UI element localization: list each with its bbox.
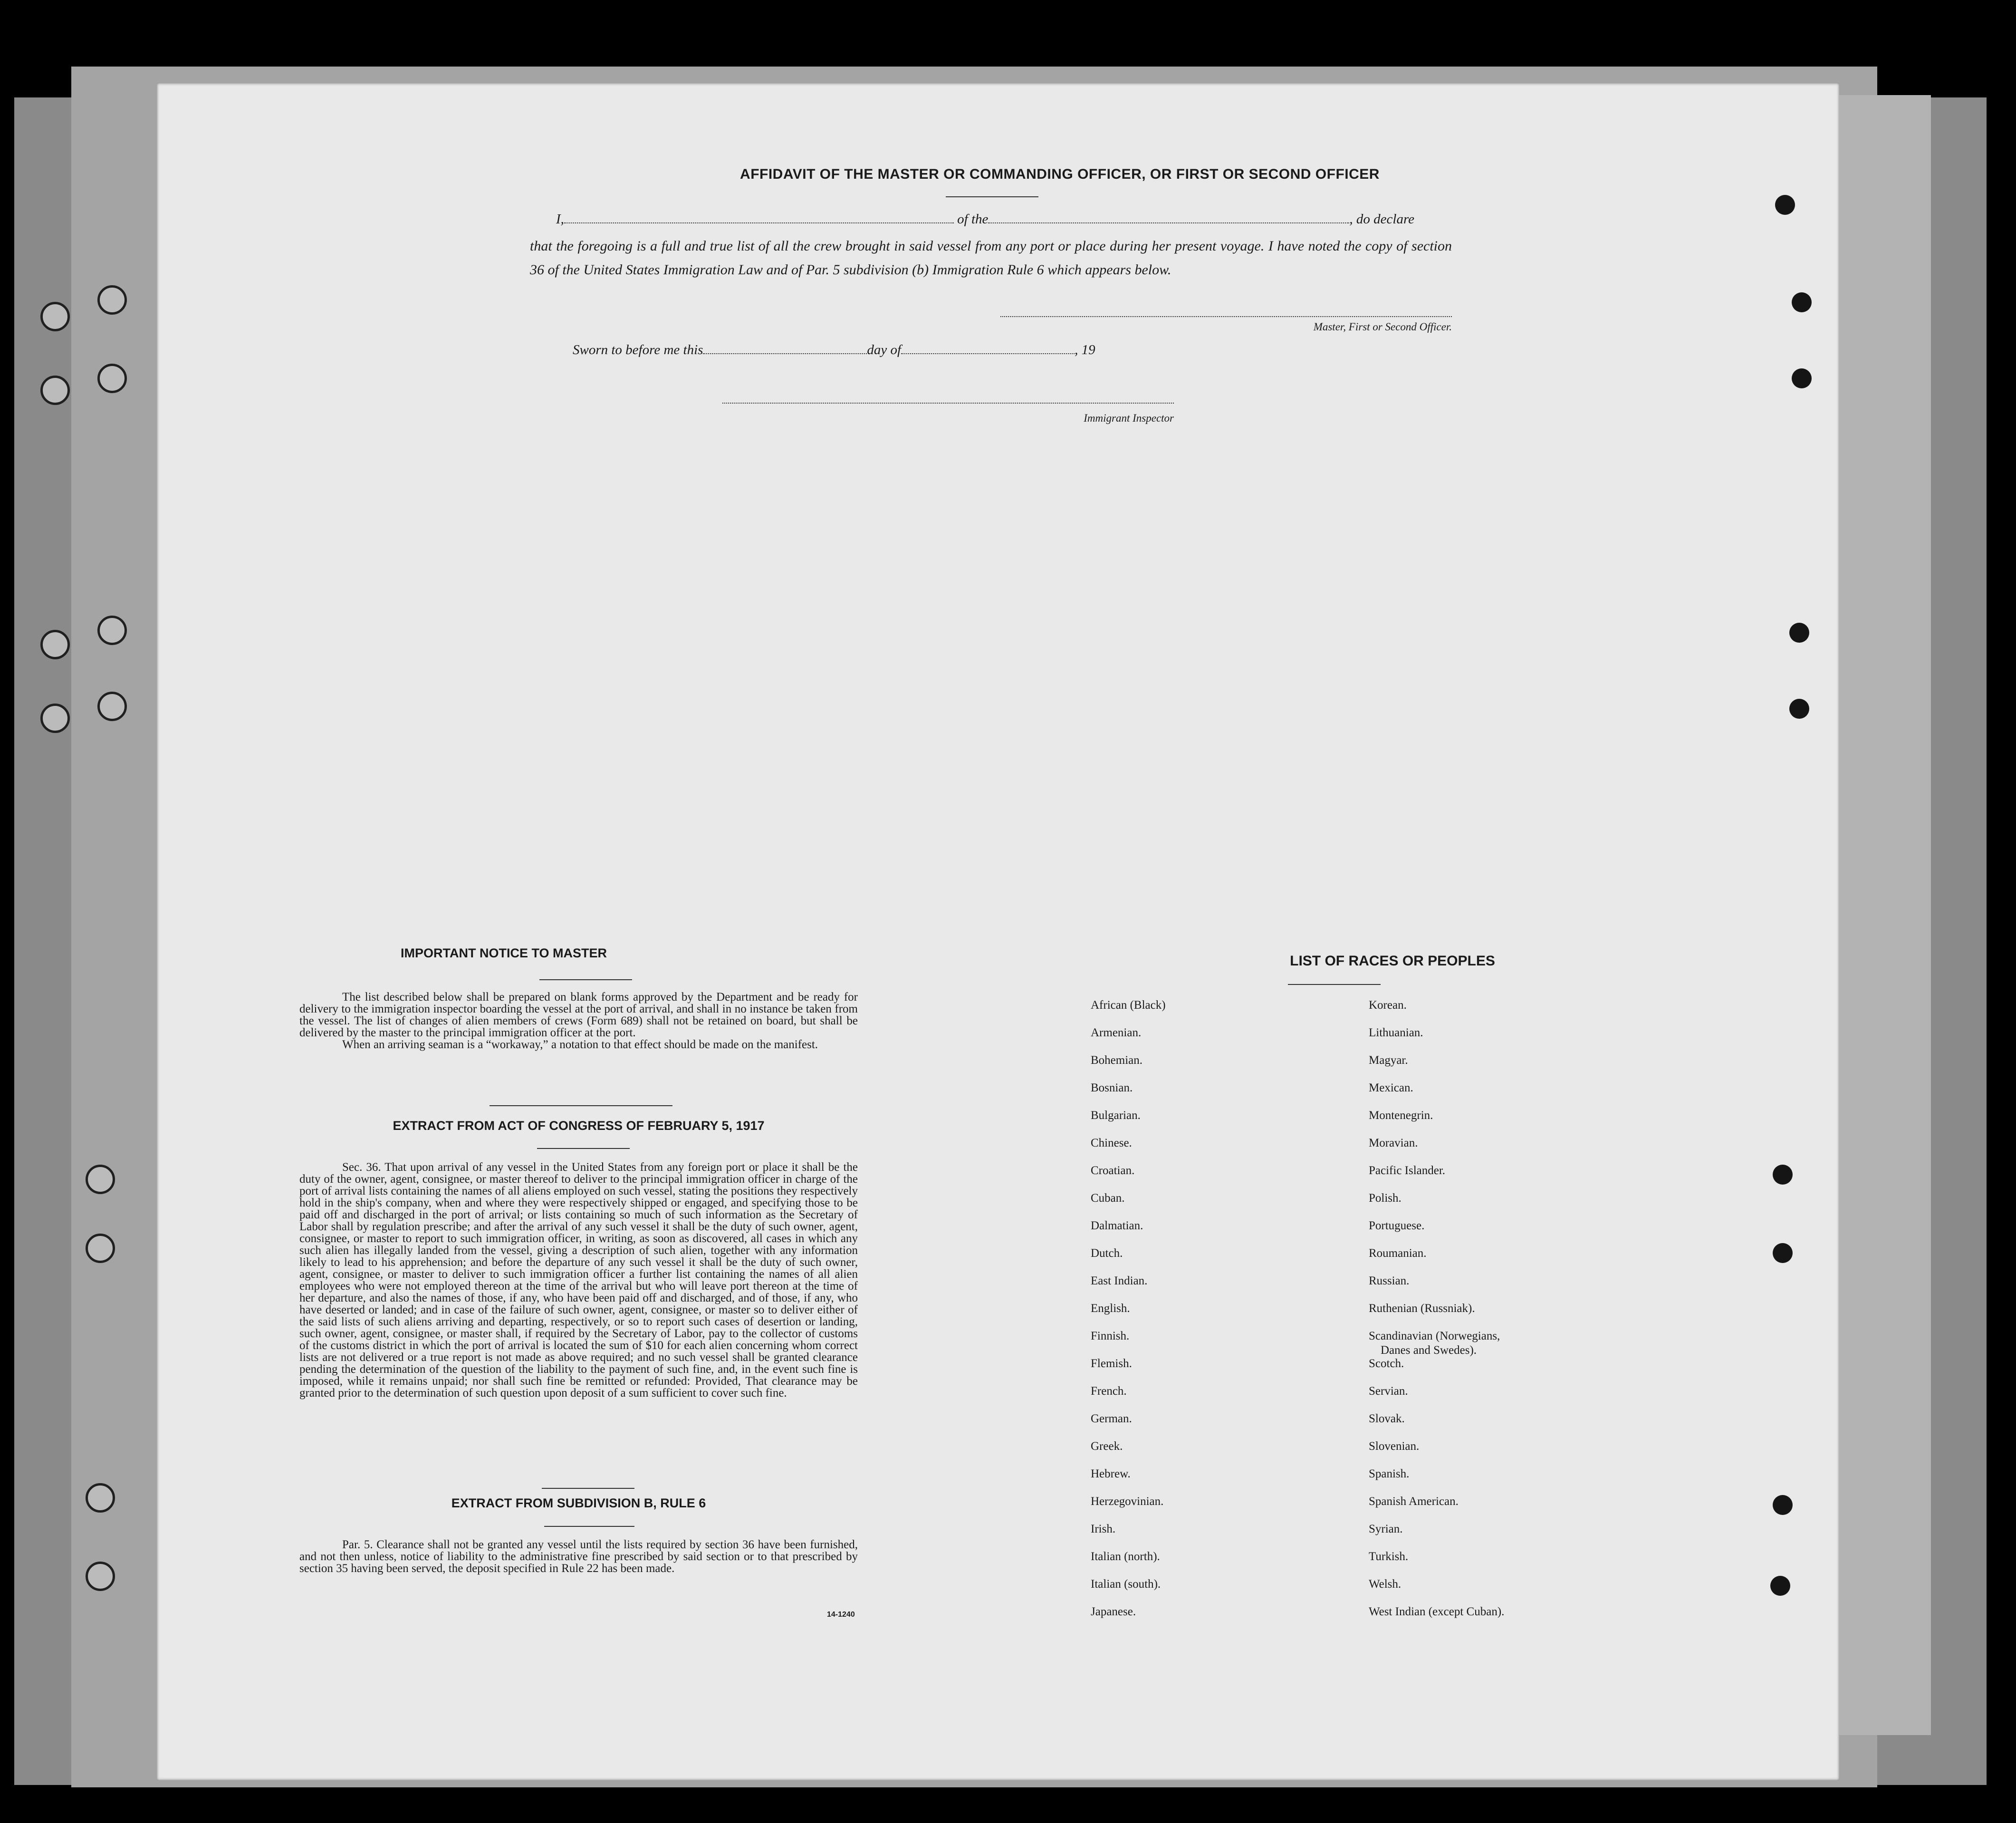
race-item: German. [1091, 1412, 1132, 1425]
race-item: Italian (south). [1091, 1578, 1161, 1591]
notice-title: IMPORTANT NOTICE TO MASTER [401, 946, 607, 960]
binder-hole [97, 364, 127, 393]
name-blank [564, 222, 954, 223]
section-divider [542, 1488, 634, 1489]
sworn-month-blank [901, 352, 1075, 354]
race-item: Magyar. [1369, 1054, 1408, 1067]
race-item: Spanish American. [1369, 1495, 1459, 1508]
race-item: East Indian. [1091, 1274, 1148, 1287]
race-item: Lithuanian. [1369, 1026, 1423, 1039]
race-item: Cuban. [1091, 1192, 1125, 1205]
race-item: Slovenian. [1369, 1440, 1420, 1453]
binder-hole [1770, 1576, 1790, 1596]
ledger-right-edge [1834, 95, 1931, 1735]
race-item: Flemish. [1091, 1357, 1132, 1370]
binder-hole [86, 1562, 115, 1591]
binder-hole [97, 616, 127, 645]
race-item: Dutch. [1091, 1247, 1123, 1260]
races-right-column [1369, 998, 1635, 1632]
race-item: Montenegrin. [1369, 1109, 1433, 1122]
races-title: LIST OF RACES OR PEOPLES [1290, 953, 1495, 969]
officer-caption: Master, First or Second Officer. [1313, 321, 1452, 333]
title-rule [946, 196, 1038, 197]
race-item: Herzegovinian. [1091, 1495, 1164, 1508]
rule-extract-text: Par. 5. Clearance shall not be granted any vessel until the lists required by section 36 have been furnished, and not then unless, notice of liability to the administrative fine prescribed by said section or to that prescribed by section 35 having been served, the deposit specified in Rule 22 has been made. [299, 1538, 858, 1575]
binder-hole [86, 1483, 115, 1513]
race-item: Chinese. [1091, 1137, 1132, 1149]
act-extract-text: Sec. 36. That upon arrival of any vessel in the United States from any foreign port or place it shall be the duty of the owner, agent, consignee, or master thereof to deliver to the principal immigration officer in charge of the port of arrival lists containing the names of all aliens employed on such vessel, stating the positions they respectively hold in the ship's company, when and where they were respectively shipped or engaged, and specifying those to be paid off and discharged in the port of arrival; or lists containing so much of such information as the Secretary of Labor shall by regulation prescribe; and after the arrival of any such vessel it shall be the duty of such owner, agent, consignee, or master to report to such immigration officer, in writing, as soon as discovered, all cases in which any such alien has illegally landed from the vessel, giving a description of such alien, together with any information likely to lead to his apprehension; and before the departure of any such vessel it shall be the duty of such owner, agent, consignee, or master to deliver to such immigration officer a further list containing the names of all alien employees who were not employed thereon at the time of the arrival but who will leave port thereon at the time of her departure, and also the names of those, if any, who have been paid off and discharged, and of those, if any, who have deserted or landed; and in case of the failure of such owner, agent, consignee, or master so to deliver either of the said lists of such aliens arriving and departing, respectively, or so to report such cases of desertion or landing, such owner, agent, consignee, or master shall, if required by the Secretary of Labor, pay to the collector of customs of the customs district in which the port of arrival is located the sum of $10 for each alien concerning whom correct lists are not delivered or a true report is not made as above required; and no such vessel shall be granted clearance pending the determination of the question of the liability to the payment of such fine, and, in the event such fine is imposed, while it remains unpaid; nor shall such fine be remitted or refunded: Provided, That clearance may be granted prior to the determination of such question upon deposit of a sum sufficient to cover such fine. [299, 1161, 858, 1399]
declaration-prefix: I, [556, 212, 564, 227]
race-item: Irish. [1091, 1523, 1116, 1535]
sworn-day-blank [703, 352, 867, 354]
binder-hole [40, 704, 70, 733]
declaration-suffix: , do declare [1349, 212, 1415, 227]
sworn-line [573, 342, 1095, 358]
binder-hole [97, 285, 127, 315]
binder-hole [97, 692, 127, 721]
officer-signature-line [1000, 315, 1452, 317]
inspector-caption: Immigrant Inspector [1084, 412, 1174, 424]
binder-hole [86, 1234, 115, 1263]
race-item: Armenian. [1091, 1026, 1142, 1039]
vessel-blank [988, 222, 1349, 223]
race-item: Slovak. [1369, 1412, 1405, 1425]
binder-hole [1792, 368, 1812, 388]
binder-hole [1773, 1243, 1793, 1263]
binder-hole [40, 630, 70, 659]
notice-paragraph: The list described below shall be prepared on blank forms approved by the Department and be ready for delivery to the immigration inspector boarding the vessel at the port of arrival, and shall in no instance be taken from the vessel. The list of changes of alien members of crews (Form 689) shall not be retained on board, but shall be delivered by the master to the principal immigration officer at the port. [299, 991, 858, 1039]
act-extract-title: EXTRACT FROM ACT OF CONGRESS OF FEBRUARY 5, 1917 [393, 1119, 765, 1133]
race-item: Ruthenian (Russniak). [1369, 1302, 1475, 1315]
form-number: 14-1240 [827, 1611, 855, 1619]
binder-hole [1789, 623, 1809, 643]
race-item: Mexican. [1369, 1081, 1413, 1094]
race-item: Roumanian. [1369, 1247, 1427, 1260]
rule-extract-rule [544, 1526, 634, 1527]
race-item: Spanish. [1369, 1467, 1410, 1480]
race-item: Scandinavian (Norwegians, Danes and Swedes). [1369, 1330, 1500, 1357]
races-left-column [1091, 998, 1328, 1632]
notice-rule [539, 979, 632, 980]
section-divider [490, 1105, 672, 1106]
manifest-page [157, 83, 1839, 1780]
race-item: Italian (north). [1091, 1550, 1160, 1563]
race-item: Russian. [1369, 1274, 1410, 1287]
inspector-signature-line [722, 402, 1174, 404]
race-item: Moravian. [1369, 1137, 1418, 1149]
sworn-year: , 19 [1075, 342, 1095, 357]
rule-extract-title: EXTRACT FROM SUBDIVISION B, RULE 6 [451, 1496, 706, 1510]
race-item: Bohemian. [1091, 1054, 1143, 1067]
race-item: West Indian (except Cuban). [1369, 1605, 1505, 1618]
binder-hole [1773, 1495, 1793, 1515]
sworn-prefix: Sworn to before me this [573, 342, 703, 357]
race-item: Turkish. [1369, 1550, 1409, 1563]
binder-hole [1775, 195, 1795, 215]
race-item: Polish. [1369, 1192, 1402, 1205]
notice-body [299, 991, 858, 1051]
race-item: Dalmatian. [1091, 1219, 1143, 1232]
declaration-of: of the [957, 212, 989, 227]
race-item: Korean. [1369, 999, 1407, 1012]
race-item: Finnish. [1091, 1330, 1130, 1342]
declaration-line [556, 212, 1414, 227]
race-item: Bosnian. [1091, 1081, 1133, 1094]
race-item: Croatian. [1091, 1164, 1135, 1177]
race-item: French. [1091, 1385, 1127, 1398]
binder-hole [40, 376, 70, 405]
binder-hole [1792, 292, 1812, 312]
race-item: Greek. [1091, 1440, 1123, 1453]
affidavit-title: AFFIDAVIT OF THE MASTER OR COMMANDING OFFICER, OR FIRST OR SECOND OFFICER [740, 166, 1380, 182]
race-item: English. [1091, 1302, 1130, 1315]
race-item: Scotch. [1369, 1357, 1404, 1370]
binder-hole [1789, 699, 1809, 719]
races-rule [1288, 984, 1381, 985]
race-item: Portuguese. [1369, 1219, 1425, 1232]
affidavit-body: that the foregoing is a full and true list of all the crew brought in said vessel from any port or place during her present voyage. I have noted the copy of section 36 of the United States Immigration Law and of Par. 5 subdivision (b) Immigration Rule 6 which appears below. [530, 238, 1452, 278]
race-item: Pacific Islander. [1369, 1164, 1446, 1177]
race-item: Syrian. [1369, 1523, 1403, 1535]
notice-paragraph: When an arriving seaman is a “workaway,” a notation to that effect should be made on the manifest. [342, 1038, 818, 1051]
binder-hole [40, 302, 70, 331]
act-extract-rule [537, 1148, 630, 1149]
race-item: Welsh. [1369, 1578, 1402, 1591]
sworn-day-label: day of [867, 342, 902, 357]
race-item: Japanese. [1091, 1605, 1136, 1618]
race-item: African (Black) [1091, 999, 1166, 1012]
binder-hole [1773, 1165, 1793, 1185]
race-item: Bulgarian. [1091, 1109, 1141, 1122]
race-item: Servian. [1369, 1385, 1408, 1398]
race-item: Hebrew. [1091, 1467, 1131, 1480]
binder-hole [86, 1165, 115, 1194]
